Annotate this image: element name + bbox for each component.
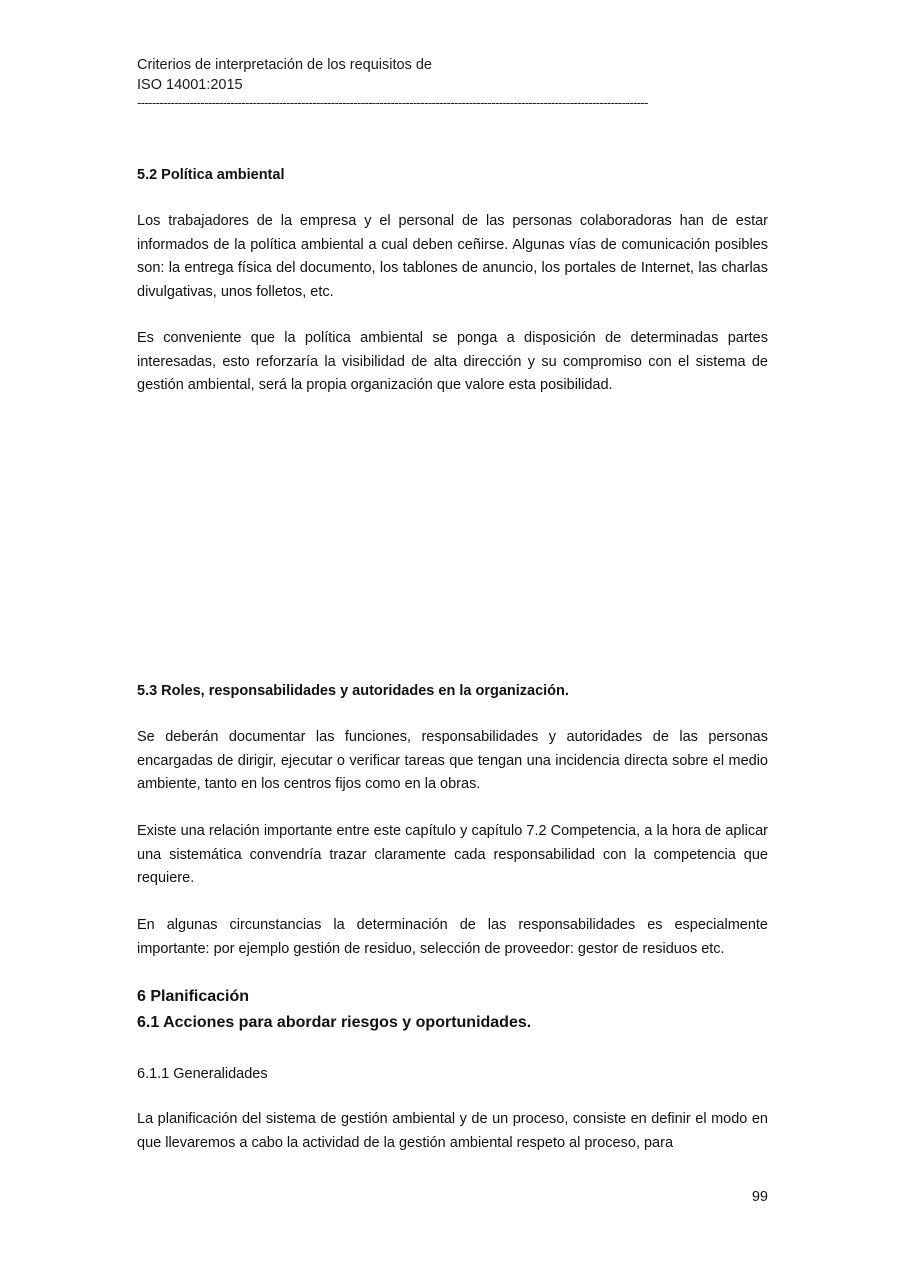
- section-5-3-paragraph-3: En algunas circunstancias la determinación de las responsabilidades es especialmente importante: por ejemplo gestión de residuo, selección de proveedor: gestor de residuos etc.: [137, 917, 768, 957]
- section-6-1-1-paragraph-1: La planificación del sistema de gestión ambiental y de un proceso, consiste en definir el modo en que llevaremos a cabo la actividad de la gestión ambiental respeto al proceso, para: [137, 1111, 768, 1151]
- section-6-1-1-heading: 6.1.1 Generalidades: [137, 1066, 268, 1082]
- section-5-3-paragraph-1: Se deberán documentar las funciones, responsabilidades y autoridades de las personas encargadas de dirigir, ejecutar o verificar tareas que tengan una incidencia directa sobre el medio ambiente, tanto en los centros fijos como en la obras.: [137, 729, 768, 792]
- section-5-3-paragraph-2: Existe una relación importante entre este capítulo y capítulo 7.2 Competencia, a la hora de aplicar una sistemática convendría trazar claramente cada responsabilidad con la competencia que requiere.: [137, 823, 768, 886]
- header-divider: -----------------------------------------------------------------------------------------------------------------------------------------: [137, 95, 648, 110]
- section-5-2-paragraph-1: Los trabajadores de la empresa y el personal de las personas colaboradoras han de estar informados de la política ambiental a cual deben ceñirse. Algunas vías de comunicación posibles son: la entrega física del documento, los tablones de anuncio, los portales de Internet, las charlas divulgativas, unos folletos, etc.: [137, 213, 768, 300]
- section-5-3-heading: 5.3 Roles, responsabilidades y autoridades en la organización.: [137, 683, 569, 699]
- page-number: 99: [751, 1189, 768, 1205]
- section-6-1-heading: 6.1 Acciones para abordar riesgos y oportunidades.: [137, 1014, 532, 1031]
- section-5-2-paragraph-2: Es conveniente que la política ambiental se ponga a disposición de determinadas partes interesadas, esto reforzaría la visibilidad de alta dirección y su compromiso con el sistema de gestión ambiental, será la propia organización que valore esta posibilidad.: [137, 330, 768, 393]
- header-title-line-1: Criterios de interpretación de los requisitos de: [137, 57, 432, 73]
- header-title-line-2: ISO 14001:2015: [137, 77, 243, 93]
- section-6-heading: 6 Planificación: [137, 988, 250, 1005]
- section-5-2-heading: 5.2 Política ambiental: [137, 167, 285, 183]
